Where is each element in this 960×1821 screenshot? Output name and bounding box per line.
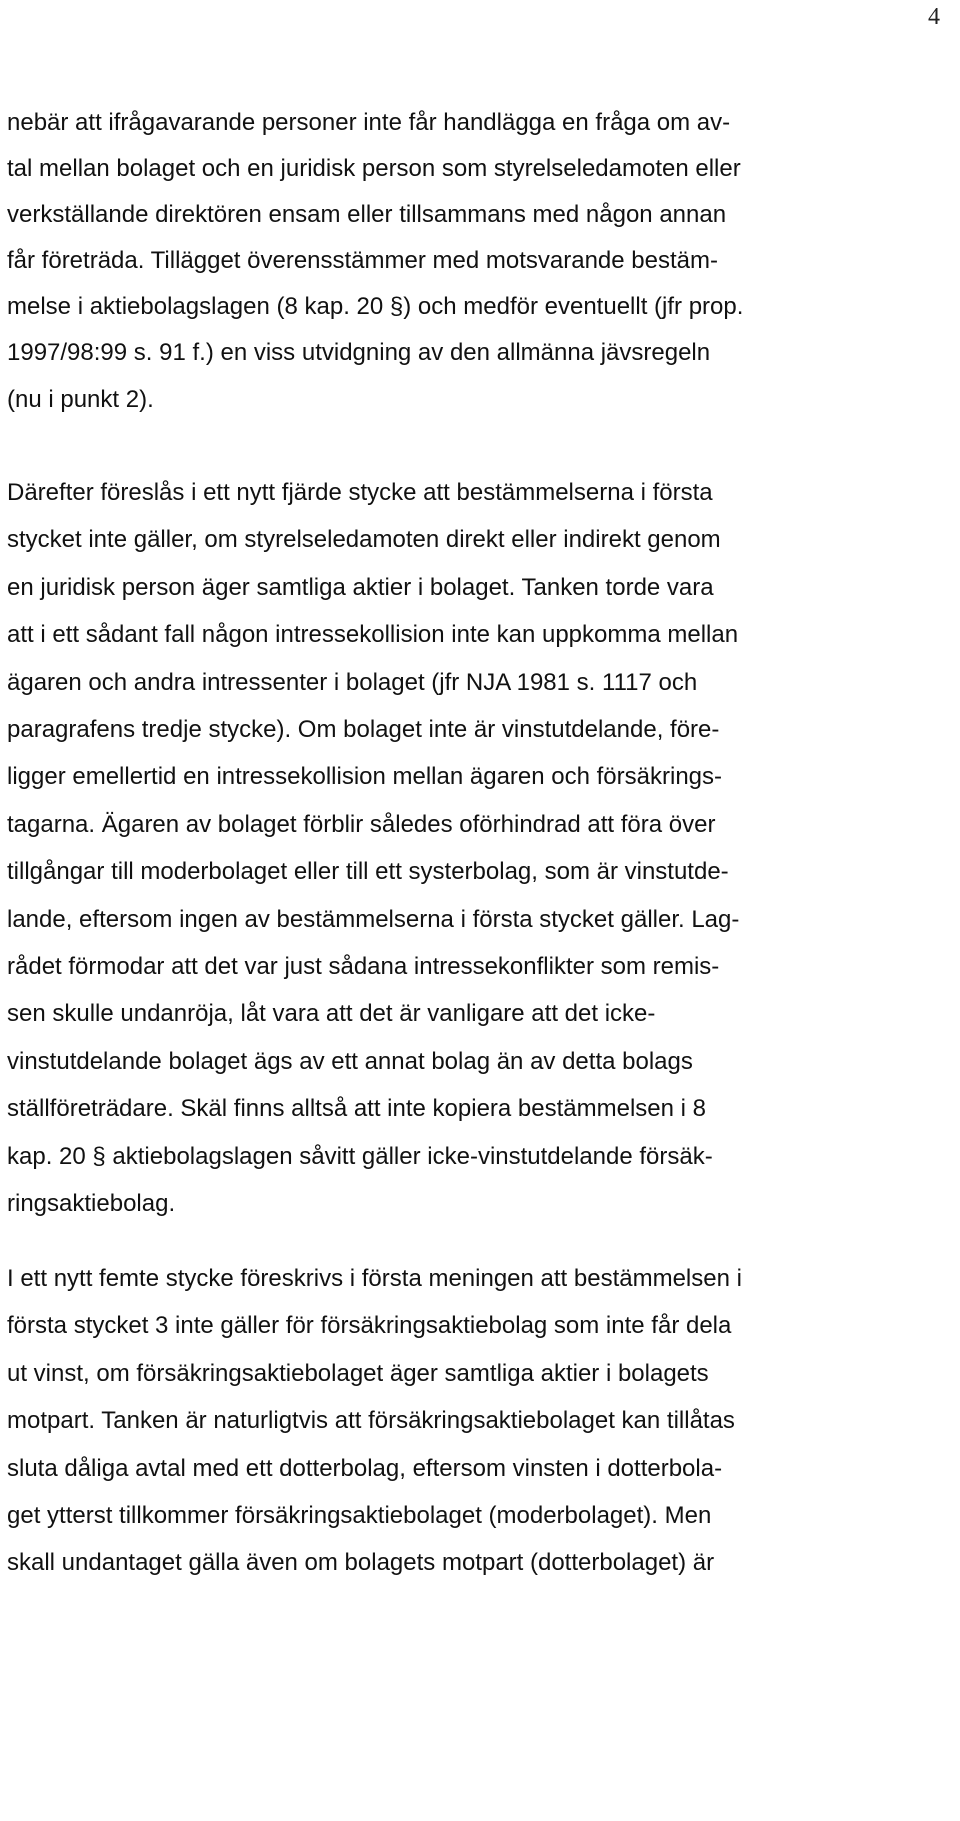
page-number: 4 bbox=[928, 4, 940, 30]
text-line: första stycket 3 inte gäller för försäkringsaktiebolag som inte får dela bbox=[7, 1312, 732, 1340]
text-line: ligger emellertid en intressekollision mellan ägaren och försäkrings- bbox=[7, 763, 723, 791]
text-line: tal mellan bolaget och en juridisk person som styrelseledamoten eller bbox=[7, 155, 741, 183]
text-line: kap. 20 § aktiebolagslagen såvitt gäller icke-vinstutdelande försäk- bbox=[7, 1142, 713, 1170]
text-line: motpart. Tanken är naturligtvis att försäkringsaktiebolaget kan tillåtas bbox=[7, 1407, 735, 1435]
paragraph-3 bbox=[7, 1255, 952, 1587]
text-line: rådet förmodar att det var just sådana intressekonflikter som remis- bbox=[7, 953, 720, 981]
text-line: melse i aktiebolagslagen (8 kap. 20 §) och medför eventuellt (jfr prop. bbox=[7, 293, 744, 321]
text-line: tagarna. Ägaren av bolaget förblir således oförhindrad att föra över bbox=[7, 810, 716, 838]
text-line: ut vinst, om försäkringsaktiebolaget äger samtliga aktier i bolagets bbox=[7, 1359, 709, 1387]
text-line: ägaren och andra intressenter i bolaget (jfr NJA 1981 s. 1117 och bbox=[7, 668, 698, 696]
text-line: lande, eftersom ingen av bestämmelserna i första stycket gäller. Lag- bbox=[7, 905, 740, 933]
text-line: I ett nytt femte stycke föreskrivs i första meningen att bestämmelsen i bbox=[7, 1265, 742, 1292]
text-line: sluta dåliga avtal med ett dotterbolag, eftersom vinsten i dotterbola- bbox=[7, 1454, 723, 1482]
text-line: verkställande direktören ensam eller tillsammans med någon annan bbox=[7, 201, 727, 229]
text-line: stycket inte gäller, om styrelseledamoten direkt eller indirekt genom bbox=[7, 526, 721, 554]
text-line: nebär att ifrågavarande personer inte får handlägga en fråga om av- bbox=[7, 109, 731, 136]
text-line: (nu i punkt 2). bbox=[7, 385, 154, 413]
paragraph-1 bbox=[7, 100, 952, 423]
text-line: ställföreträdare. Skäl finns alltså att inte kopiera bestämmelsen i 8 bbox=[7, 1095, 707, 1123]
text-line: get ytterst tillkommer försäkringsaktiebolaget (moderbolaget). Men bbox=[7, 1502, 712, 1530]
text-line: att i ett sådant fall någon intressekollision inte kan uppkomma mellan bbox=[7, 621, 739, 649]
text-line: paragrafens tredje stycke). Om bolaget inte är vinstutdelande, före- bbox=[7, 716, 720, 744]
text-line: en juridisk person äger samtliga aktier i bolaget. Tanken torde vara bbox=[7, 573, 714, 601]
text-line: tillgångar till moderbolaget eller till ett systerbolag, som är vinstutde- bbox=[7, 858, 729, 886]
text-line: vinstutdelande bolaget ägs av ett annat bolag än av detta bolags bbox=[7, 1047, 693, 1075]
paragraph-2 bbox=[7, 469, 952, 1228]
text-line: skall undantaget gälla även om bolagets motpart (dotterbolaget) är bbox=[7, 1549, 715, 1577]
text-line: Därefter föreslås i ett nytt fjärde stycke att bestämmelserna i första bbox=[7, 479, 713, 506]
text-line: ringsaktiebolag. bbox=[7, 1190, 176, 1218]
text-line: 1997/98:99 s. 91 f.) en viss utvidgning av den allmänna jävsregeln bbox=[7, 339, 711, 367]
text-line: får företräda. Tillägget överensstämmer med motsvarande bestäm- bbox=[7, 247, 718, 275]
text-line: sen skulle undanröja, låt vara att det är vanligare att det icke- bbox=[7, 1000, 656, 1028]
